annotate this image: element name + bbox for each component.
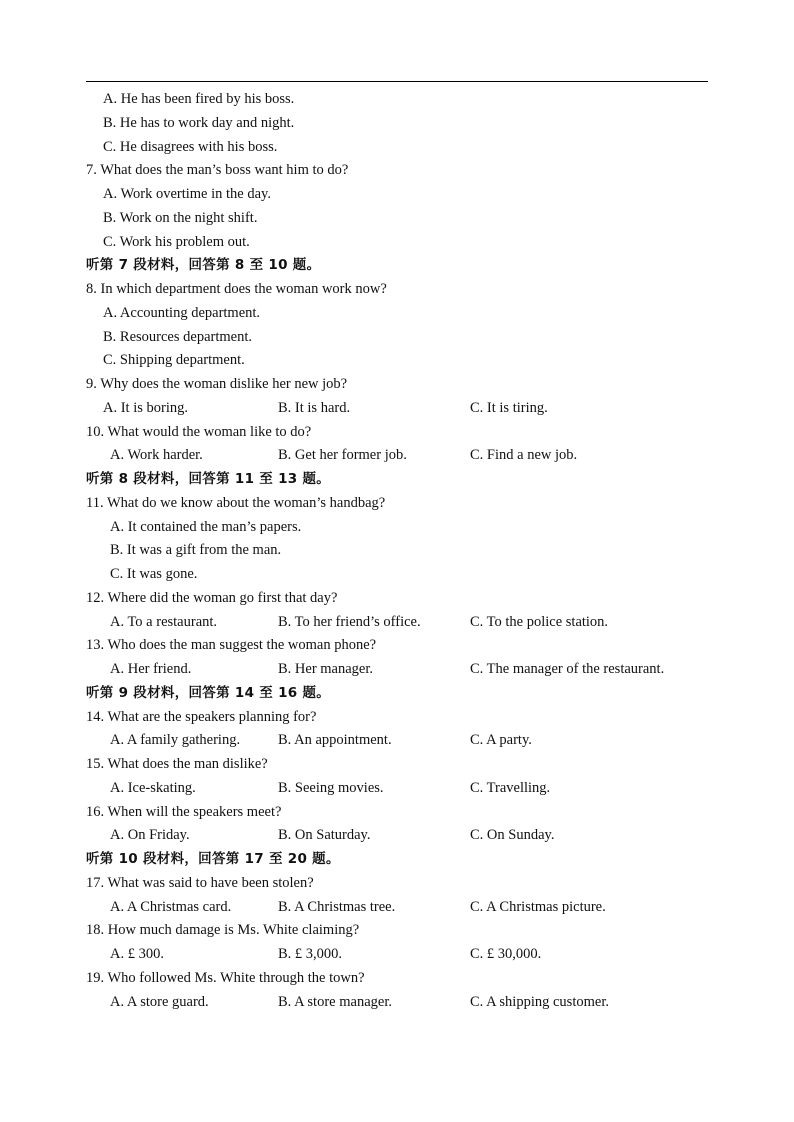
answer-option-c: C. To the police station. [470,613,609,630]
answer-options-row [0,943,794,967]
question-stem: 15. What does the man dislike? [86,756,268,772]
answer-option-b: B. Her manager. [278,661,374,677]
answer-option-c: C. A party. [470,732,532,749]
answer-option: B. It was a gift from the man. [110,542,282,559]
answer-option-a: A. A family gathering. [110,732,241,749]
question-stem: 7. What does the man’s boss want him to do? [86,162,349,179]
answer-option-b: B. A Christmas tree. [278,898,396,915]
question-stem: 18. How much damage is Ms. White claiming? [86,922,360,939]
answer-option-b: B. Get her former job. [278,447,407,464]
answer-option-a: A. £ 300. [110,946,164,962]
answer-option-c: C. A shipping customer. [470,993,609,1010]
answer-option-a: A. Work harder. [110,447,203,464]
answer-option-b: B. £ 3,000. [278,946,343,962]
answer-options-row [0,444,794,468]
answer-option-a: A. Ice-skating. [110,779,196,796]
answer-options-row [0,991,794,1015]
section-heading: 听第 7 段材料，回答第 8 至 10 题。 [86,257,321,274]
question-stem: 8. In which department does the woman work now? [86,281,387,297]
answer-option-b: B. Seeing movies. [278,779,384,796]
answer-option: C. He disagrees with his boss. [103,138,278,155]
answer-option-c: C. Travelling. [470,779,551,796]
answer-option-c: C. On Sunday. [470,827,555,844]
answer-option-a: A. Her friend. [110,661,192,677]
question-stem: 10. What would the woman like to do? [86,423,312,440]
answer-option: B. He has to work day and night. [103,114,295,131]
answer-options-row [0,896,794,920]
answer-option: C. It was gone. [110,566,198,582]
section-heading: 听第 10 段材料，回答第 17 至 20 题。 [86,851,340,867]
answer-option: A. Work overtime in the day. [103,186,271,202]
answer-option: C. Shipping department. [103,352,245,369]
question-stem: 13. Who does the man suggest the woman phone? [86,637,377,654]
answer-options-row [0,729,794,753]
answer-options-row [0,777,794,801]
question-stem: 14. What are the speakers planning for? [86,708,317,725]
answer-option-b: B. An appointment. [278,732,392,749]
question-stem: 17. What was said to have been stolen? [86,874,314,891]
answer-options-row [0,658,794,682]
answer-option: C. Work his problem out. [103,233,250,250]
section-heading: 听第 9 段材料，回答第 14 至 16 题。 [86,684,331,701]
header-rule [86,81,708,82]
question-stem: 19. Who followed Ms. White through the town? [86,969,365,986]
answer-option-b: B. On Saturday. [278,827,371,844]
answer-option-a: A. A store guard. [110,993,209,1010]
answer-option-a: A. It is boring. [103,399,188,416]
answer-options-row [0,397,794,421]
answer-option-a: A. A Christmas card. [110,898,232,915]
answer-option-b: B. A store manager. [278,993,392,1010]
section-heading: 听第 8 段材料，回答第 11 至 13 题。 [86,471,331,487]
answer-option-a: A. On Friday. [110,827,190,844]
question-stem: 11. What do we know about the woman’s handbag? [86,494,386,511]
question-stem: 12. Where did the woman go first that day? [86,589,338,606]
answer-options-row [0,824,794,848]
answer-option-c: C. The manager of the restaurant. [470,661,665,677]
answer-option-c: C. £ 30,000. [470,946,542,962]
answer-option: A. He has been fired by his boss. [103,91,295,107]
answer-option-b: B. To her friend’s office. [278,613,421,630]
answer-option: A. It contained the man’s papers. [110,518,302,535]
answer-option-c: C. It is tiring. [470,399,548,416]
answer-option: B. Resources department. [103,328,252,345]
question-stem: 16. When will the speakers meet? [86,803,282,820]
question-stem: 9. Why does the woman dislike her new job? [86,376,348,392]
answer-option-c: C. A Christmas picture. [470,898,606,915]
answer-option-b: B. It is hard. [278,399,351,416]
answer-option-c: C. Find a new job. [470,447,578,464]
answer-option: A. Accounting department. [103,304,261,321]
answer-options-row [0,611,794,635]
answer-option: B. Work on the night shift. [103,209,258,226]
answer-option-a: A. To a restaurant. [110,613,218,630]
